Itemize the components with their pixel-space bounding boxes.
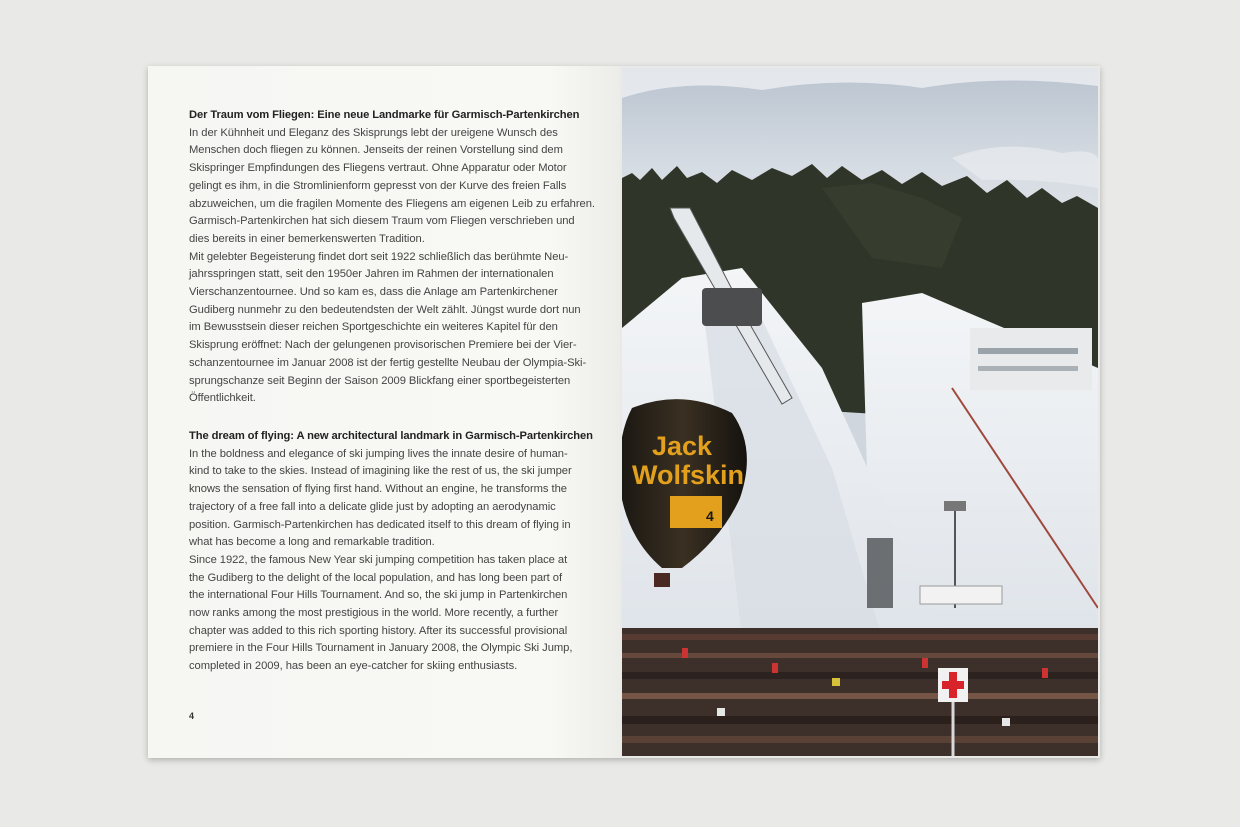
text-line: the international Four Hills Tournament. And so, the ski jump in Partenkirchen [189,589,568,602]
text-line: chapter was added to this rich sporting history. After its successful provisional [189,624,568,637]
text-line: schanzentournee im Januar 2008 ist der fertig gestellte Neubau der Olympia-Ski- [189,356,587,369]
left-page [148,66,620,758]
text-line: Gudiberg nunmehr zu den bedeutendsten der Welt zählt. Jüngst wurde dort nun [189,303,581,316]
balloon-patch-number: 4 [706,508,714,524]
floodlight [944,501,966,511]
ski-jump-photo [622,68,1098,756]
inrun-tower [702,288,762,326]
balloon-logo-text: Jack [652,431,713,461]
text-line: jahrsspringen statt, seit den 1950er Jahren im Rahmen der internationalen [189,268,554,281]
text-line: Since 1922, the famous New Year ski jumping competition has taken place at [189,553,568,566]
english-text-block [189,428,593,676]
text-line: Garmisch-Partenkirchen hat sich diesem Traum vom Fliegen verschrieben und [189,215,575,228]
building-windows [978,366,1078,371]
german-text-block [189,107,595,408]
text-line: Skispringer Empfindungen des Fliegens vertraut. Ohne Apparatur oder Motor [189,162,567,175]
right-page-photo [622,68,1098,756]
text-line: Vierschanzentournee. Und so kam es, dass die Anlage am Partenkirchener [189,286,558,299]
text-line: knows the sensation of flying first hand. Without an engine, he transforms the [189,483,567,496]
text-line: Mit gelebter Begeisterung findet dort seit 1922 schließlich das berühmte Neu- [189,250,569,263]
text-line: In der Kühnheit und Eleganz des Skisprungs lebt der ureigene Wunsch des [189,126,558,139]
text-line: premiere in the Four Hills Tournament in January 2008, the Olympic Ski Jump, [189,642,573,655]
text-line: what has become a long and remarkable tradition. [189,536,435,549]
tent [920,586,1002,604]
text-line: Menschen doch fliegen zu können. Jenseits der reinen Vorstellung sind dem [189,144,563,157]
page-number: 4 [189,711,195,721]
text-line: Skisprung eröffnet: Nach der gelungenen provisorischen Premiere bei der Vier- [189,339,577,352]
english-heading: The dream of flying: A new architectural landmark in Garmisch-Partenkirchen [189,430,593,442]
text-line: completed in 2009, has been an eye-catcher for skiing enthusiasts. [189,660,518,673]
text-line: gelingt es ihm, in die Stromlinienform gepresst von der Kurve des freien Falls [189,179,567,192]
building-windows [978,348,1078,354]
english-body [189,446,585,676]
text-line: kind to take to the skies. Instead of imagining like the rest of us, the ski jumper [189,465,572,478]
german-body [189,125,595,408]
text-line: the Gudiberg to the delight of the local population, and has long been part of [189,571,563,584]
text-line: sprungschanze seit Beginn der Saison 2009 Blickfang einer sportbegeisterten [189,374,571,387]
text-line: Öffentlichkeit. [189,392,256,405]
text-line: dies bereits in einer bemerkenswerten Tradition. [189,232,425,245]
balloon-basket [654,573,670,587]
building [970,328,1092,390]
text-line: now ranks among the most prestigious in the world. More recently, a further [189,607,559,620]
text-line: position. Garmisch-Partenkirchen has dedicated itself to this dream of flying in [189,518,571,531]
text-line: im Bewusstsein dieser reichen Sportgeschichte ein weiteres Kapitel für den [189,321,558,334]
text-line: In the boldness and elegance of ski jumping lives the innate desire of human- [189,447,568,460]
text-line: abzuweichen, um die fragilen Momente des Fliegens am eigenen Leib zu erfahren. [189,197,595,210]
open-booklet [148,66,1100,758]
text-line: trajectory of a free fall into a delicate glide just by adopting an aerodynamic [189,500,556,513]
german-heading: Der Traum vom Fliegen: Eine neue Landmarke für Garmisch-Partenkirchen [189,109,580,121]
judges-tower [867,538,893,608]
balloon-logo-text: Wolfskin [632,460,745,490]
